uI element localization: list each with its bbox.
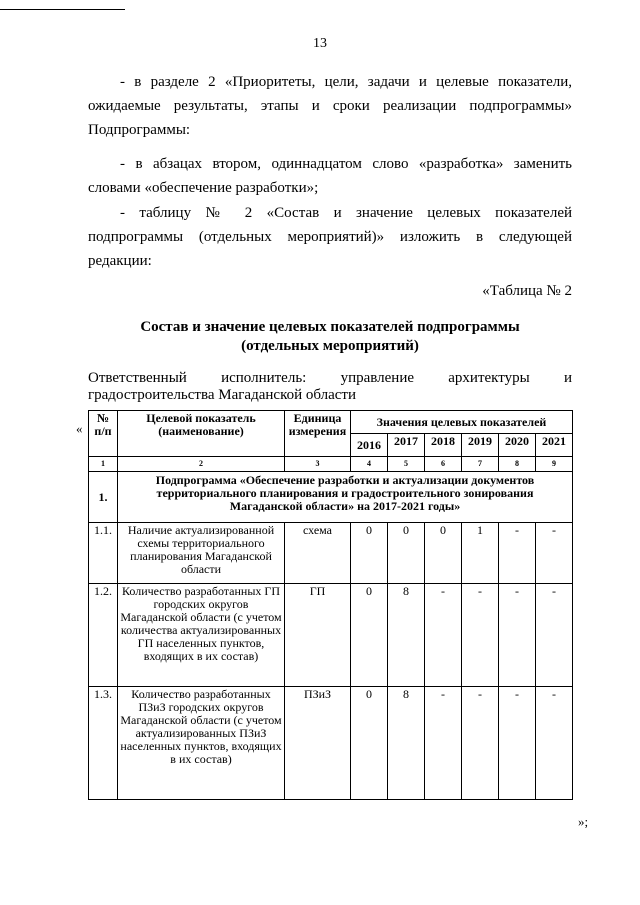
- row-value: 0: [351, 523, 388, 584]
- table-row: [89, 584, 573, 687]
- row-value: -: [499, 584, 536, 687]
- row-value: 0: [351, 687, 388, 800]
- column-number-row: [89, 457, 573, 472]
- quote-close: »;: [578, 814, 589, 829]
- row-indicator: Количество разработанных ГП городских округов Магаданской области (с учетом количества актуализированных ГП населенных пунктов, входящих в их состав): [118, 584, 285, 687]
- row-unit: ПЗиЗ: [285, 687, 351, 800]
- row-value: -: [536, 523, 573, 584]
- col-number: 9: [536, 457, 573, 472]
- row-unit: схема: [285, 523, 351, 584]
- resp-word: исполнитель:: [221, 370, 307, 386]
- row-value: -: [499, 687, 536, 800]
- header-unit: Единица измерения: [285, 411, 351, 457]
- program-title: Подпрограмма «Обеспечение разработки и актуализации документов территориального планирования и градостроительного зонирования Магаданской области» на 2017-2021 годы»: [118, 472, 573, 523]
- header-num: № п/п: [89, 411, 118, 457]
- col-number: 2: [118, 457, 285, 472]
- col-number: 3: [285, 457, 351, 472]
- header-row: [89, 411, 573, 434]
- row-value: 0: [425, 523, 462, 584]
- table-tag: «Таблица № 2: [482, 283, 572, 299]
- row-value: 8: [388, 687, 425, 800]
- resp-word: и: [563, 370, 572, 386]
- row-value: 0: [351, 584, 388, 687]
- row-value: -: [462, 687, 499, 800]
- col-number: 7: [462, 457, 499, 472]
- paragraph-1: - в разделе 2 «Приоритеты, цели, задачи и целевые показатели, ожидаемые результаты, этапы и сроки реализации подпрограммы» Подпрограммы:: [88, 74, 572, 138]
- row-num: 1.2.: [89, 584, 118, 687]
- indicators-table: [88, 410, 573, 800]
- col-number: 6: [425, 457, 462, 472]
- table-heading: [88, 318, 572, 356]
- row-num: 1.1.: [89, 523, 118, 584]
- resp-word: управление: [340, 370, 415, 386]
- row-indicator: Количество разработанных ПЗиЗ городских округов Магаданской области (с учетом актуализированных ПЗиЗ населенных пунктов, входящих в их состав): [118, 687, 285, 800]
- header-year: 2021: [536, 434, 573, 457]
- col-number: 5: [388, 457, 425, 472]
- row-unit: ГП: [285, 584, 351, 687]
- paragraph-3: - таблицу № 2 «Состав и значение целевых показателей подпрограммы (отдельных мероприятий)» изложить в следующей редакции:: [88, 205, 572, 269]
- program-num: 1.: [89, 472, 118, 523]
- header-year: 2020: [499, 434, 536, 457]
- row-indicator: Наличие актуализированной схемы территориального планирования Магаданской области: [118, 523, 285, 584]
- resp-line-2: градостроительства Магаданской области: [88, 387, 357, 403]
- col-number: 4: [351, 457, 388, 472]
- responsible-executor: [88, 370, 572, 404]
- table-row: [89, 687, 573, 800]
- col-number: 1: [89, 457, 118, 472]
- header-year: 2016: [351, 434, 388, 457]
- page-number: 13: [313, 36, 327, 51]
- header-year: 2018: [425, 434, 462, 457]
- corner-rule: [0, 9, 125, 10]
- header-indicator: Целевой показатель (наименование): [118, 411, 285, 457]
- header-year: 2019: [462, 434, 499, 457]
- quote-open: «: [76, 421, 83, 436]
- row-value: 0: [388, 523, 425, 584]
- row-value: -: [499, 523, 536, 584]
- row-value: 1: [462, 523, 499, 584]
- heading-line-2: (отдельных мероприятий): [241, 338, 419, 354]
- row-num: 1.3.: [89, 687, 118, 800]
- header-values-group: Значения целевых показателей: [351, 411, 573, 434]
- paragraph-2: - в абзацах втором, одиннадцатом слово «разработка» заменить словами «обеспечение разработки»;: [88, 156, 572, 196]
- row-value: -: [536, 687, 573, 800]
- row-value: -: [462, 584, 499, 687]
- resp-word: архитектуры: [448, 370, 530, 386]
- resp-word: Ответственный: [88, 370, 187, 386]
- row-value: 8: [388, 584, 425, 687]
- heading-line-1: Состав и значение целевых показателей подпрограммы: [140, 319, 520, 335]
- row-value: -: [536, 584, 573, 687]
- row-value: -: [425, 584, 462, 687]
- program-row: [89, 472, 573, 523]
- col-number: 8: [499, 457, 536, 472]
- header-year: 2017: [388, 434, 425, 457]
- table-row: [89, 523, 573, 584]
- row-value: -: [425, 687, 462, 800]
